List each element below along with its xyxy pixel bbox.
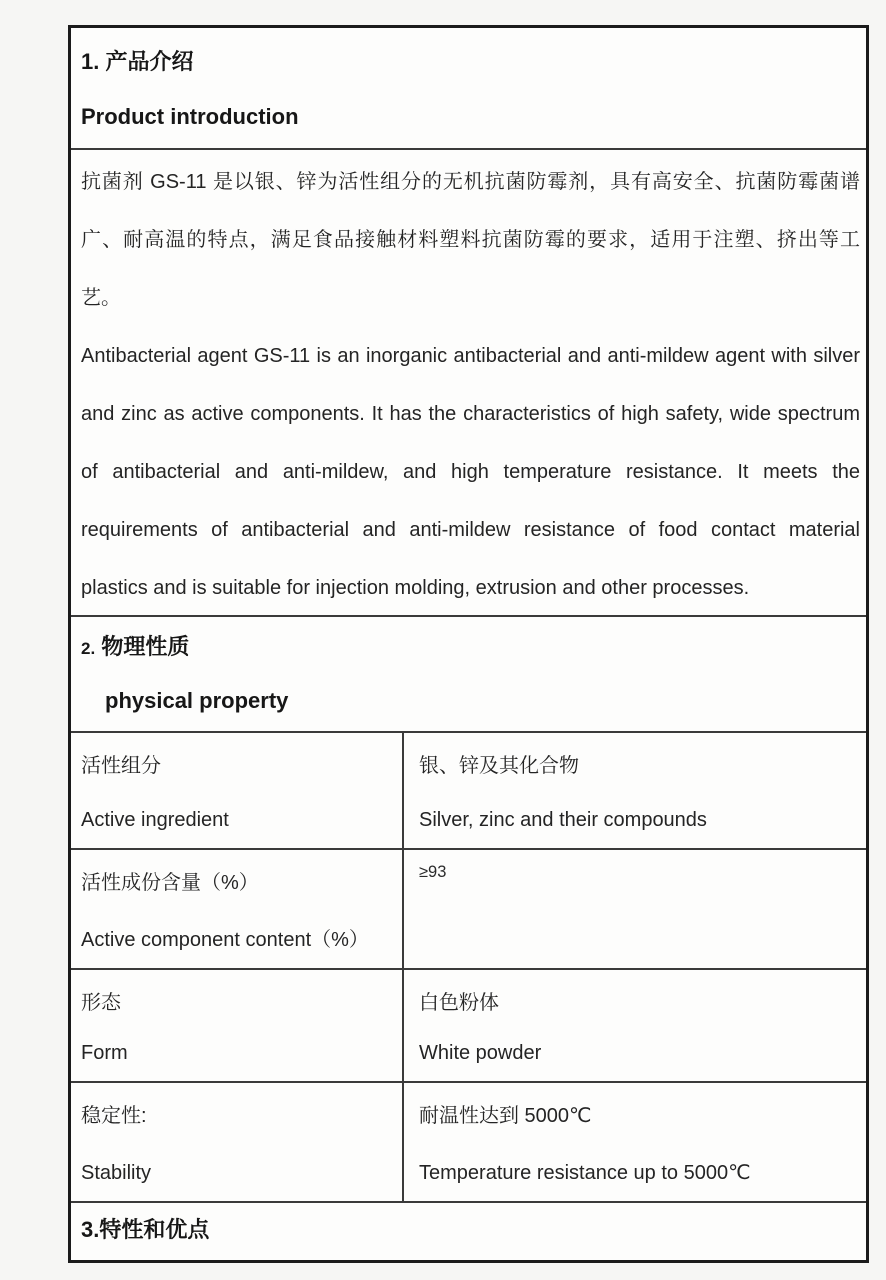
intro-paragraph-en: Antibacterial agent GS-11 is an inorganic antibacterial and anti-mildew agent with silver and zinc as active components. It has the characteristics of high safety, wide spectrum of antibacterial and anti-mildew, and high temperature resistance. It meets the requirements of antibacterial and anti-mildew resistance of food contact material plastics and is suitable for injection molding, extrusion and other processes. [81, 345, 860, 599]
value-zh: 白色粉体 [419, 992, 499, 1014]
section3-heading-block [71, 1203, 866, 1260]
row-label-cell [71, 733, 404, 848]
label-zh: 形态 [81, 992, 121, 1014]
row-label-cell [71, 1083, 404, 1201]
row-value-cell [404, 1083, 866, 1201]
label-en: Active ingredient [81, 809, 229, 831]
product-datasheet [68, 25, 869, 1263]
value-en: White powder [419, 1042, 542, 1064]
value-zh: 银、锌及其化合物 [419, 755, 579, 777]
table-row [71, 970, 866, 1083]
section3-title-zh: 3.特性和优点 [81, 1217, 210, 1242]
row-label-cell [71, 850, 404, 968]
table-row [71, 1083, 866, 1203]
table-row [71, 733, 866, 850]
value-single: ≥93 [419, 863, 447, 881]
section2-heading-block [71, 617, 866, 733]
label-zh: 活性成份含量（%） [81, 872, 259, 894]
row-value-cell [404, 733, 866, 848]
physical-property-table [71, 733, 866, 1203]
section2-number: 2. [81, 639, 96, 658]
section1-heading-block [71, 28, 866, 150]
section2-title-zh [81, 634, 858, 662]
section2-title-en: physical property [105, 688, 289, 713]
section1-title-zh: 1. 产品介绍 [81, 49, 194, 74]
section1-title-en: Product introduction [81, 104, 299, 129]
row-label-cell [71, 970, 404, 1081]
row-value-cell [404, 850, 866, 968]
section1-intro-block [71, 150, 866, 617]
table-row [71, 850, 866, 970]
label-en: Active component content（%） [81, 929, 369, 951]
label-en: Stability [81, 1162, 152, 1184]
label-zh: 活性组分 [81, 755, 161, 777]
label-zh: 稳定性: [81, 1105, 147, 1127]
value-en: Temperature resistance up to 5000℃ [419, 1162, 751, 1184]
label-en: Form [81, 1042, 128, 1064]
intro-paragraph-zh: 抗菌剂 GS-11 是以银、锌为活性组分的无机抗菌防霉剂，具有高安全、抗菌防霉菌谱广、耐高温的特点，满足食品接触材料塑料抗菌防霉的要求，适用于注塑、挤出等工艺。 [81, 171, 860, 309]
value-zh: 耐温性达到 5000℃ [419, 1105, 592, 1127]
row-value-cell [404, 970, 866, 1081]
value-en: Silver, zinc and their compounds [419, 809, 707, 831]
section2-title-zh-text: 物理性质 [101, 634, 190, 659]
